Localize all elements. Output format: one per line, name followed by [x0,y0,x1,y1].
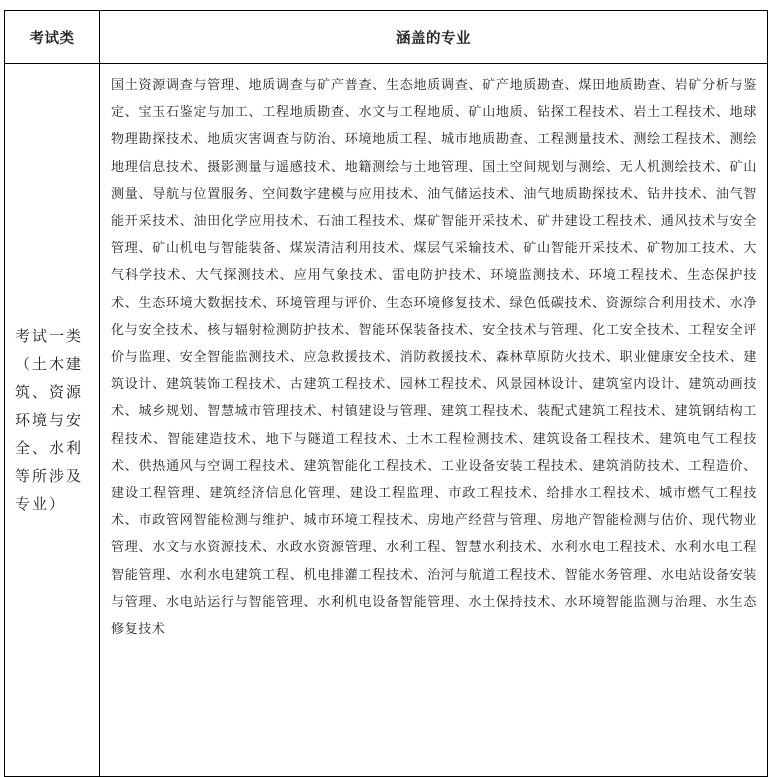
header-majors: 涵盖的专业 [100,11,768,64]
table-header-row [5,11,768,64]
majors-table [4,10,768,777]
table-row [5,64,768,777]
header-category: 考试类 [5,11,100,64]
category-cell [5,64,100,777]
majors-text: 国土资源调查与管理、地质调查与矿产普查、生态地质调查、矿产地质勘查、煤田地质勘查、岩矿分析与鉴定、宝玉石鉴定与加工、工程地质勘查、水文与工程地质、矿山地质、钻探工程技术、岩土工程技术、地球物理勘探技术、地质灾害调查与防治、环境地质工程、城市地质勘查、工程测量技术、测绘工程技术、测绘地理信息技术、摄影测量与遥感技术、地籍测绘与土地管理、国土空间规划与测绘、无人机测绘技术、矿山测量、导航与位置服务、空间数字建模与应用技术、油气储运技术、油气地质勘探技术、钻井技术、油气智能开采技术、油田化学应用技术、石油工程技术、煤矿智能开采技术、矿井建设工程技术、通风技术与安全管理、矿山机电与智能装备、煤炭清洁利用技术、煤层气采输技术、矿山智能开采技术、矿物加工技术、大气科学技术、大气探测技术、应用气象技术、雷电防护技术、环境监测技术、环境工程技术、生态保护技术、生态环境大数据技术、环境管理与评价、生态环境修复技术、绿色低碳技术、资源综合利用技术、水净化与安全技术、核与辐射检测防护技术、智能环保装备技术、安全技术与管理、化工安全技术、工程安全评价与监理、安全智能监测技术、应急救援技术、消防救援技术、森林草原防火技术、职业健康安全技术、建筑设计、建筑装饰工程技术、古建筑工程技术、园林工程技术、风景园林设计、建筑室内设计、建筑动画技术、城乡规划、智慧城市管理技术、村镇建设与管理、建筑工程技术、装配式建筑工程技术、建筑钢结构工程技术、智能建造技术、地下与隧道工程技术、土木工程检测技术、建筑设备工程技术、建筑电气工程技术、供热通风与空调工程技术、建筑智能化工程技术、工业设备安装工程技术、建筑消防技术、工程造价、建设工程管理、建筑经济信息化管理、建设工程监理、市政工程技术、给排水工程技术、城市燃气工程技术、市政管网智能检测与维护、城市环境工程技术、房地产经营与管理、房地产智能检测与估价、现代物业管理、水文与水资源技术、水政水资源管理、水利工程、智慧水利技术、水利水电工程技术、水利水电工程智能管理、水利水电建筑工程、机电排灌工程技术、治河与航道工程技术、智能水务管理、水电站设备安装与管理、水电站运行与智能管理、水利机电设备智能管理、水土保持技术、水环境智能监测与治理、水生态修复技术 [111,78,757,638]
category-text: 考试一类（土木建筑、资源环境与安全、水利等所涉及专业） [15,327,84,513]
majors-cell [100,64,768,777]
